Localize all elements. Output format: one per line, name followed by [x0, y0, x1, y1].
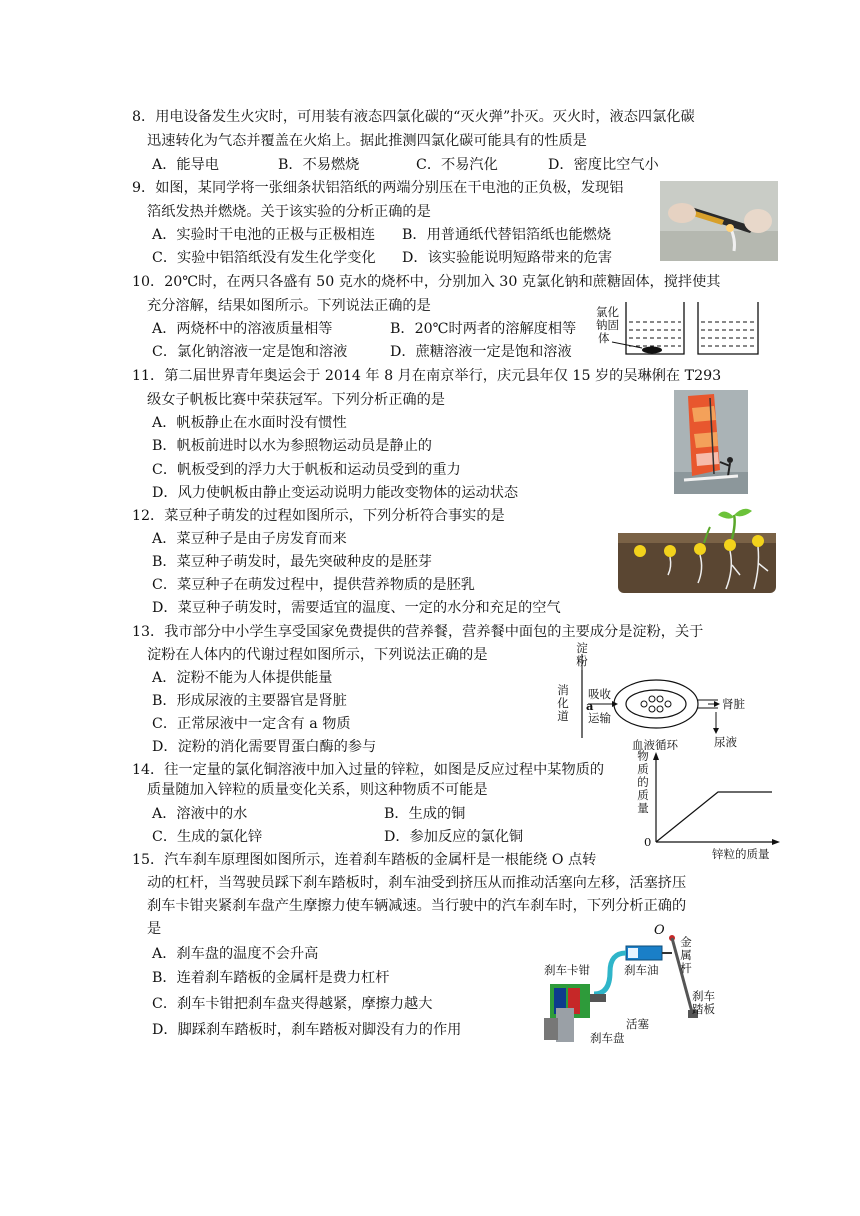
caliper-label: 刹车卡钳 [544, 963, 590, 977]
graph-ylabel-3: 的 [637, 775, 649, 789]
piston-label: 活塞 [626, 1017, 649, 1031]
q9-stem-line2: 箔纸发热并燃烧。关于该实验的分析正确的是 [147, 204, 431, 220]
substance-a-label: a [586, 699, 594, 713]
q9-option-d: D．该实验能说明短路带来的危害 [402, 250, 613, 266]
q10-option-a: A．两烧杯中的溶液质量相等 [152, 321, 333, 337]
starch-label-1: 淀 [576, 642, 588, 655]
q11-option-d: D．风力使帆板由静止变运动说明力能改变物体的运动状态 [152, 485, 519, 501]
q11-stem-line1: 11．第二届世界青年奥运会于 2014 年 8 月在南京举行，庆元县年仅 15 岁的吴琳俐在 T293 [132, 368, 722, 384]
q8-option-a: A．能导电 [152, 157, 219, 173]
tract-label-3: 道 [557, 709, 569, 723]
brake-oil-label: 刹车油 [624, 963, 659, 977]
q13-option-c: C．正常尿液中一定含有 a 物质 [152, 716, 351, 732]
q14-stem-line1: 14．往一定量的氯化铜溶液中加入过量的锌粒，如图是反应过程中某物质的 [132, 762, 605, 778]
graph-ylabel-1: 物 [637, 749, 649, 763]
q11-option-c: C．帆板受到的浮力大于帆板和运动员受到的重力 [152, 462, 461, 478]
pedal-label-2: 踏板 [692, 1002, 715, 1016]
graph-ylabel-5: 量 [637, 801, 649, 815]
urine-label: 尿液 [714, 735, 737, 749]
mass-graph [634, 748, 784, 864]
salt-label-3: 体 [598, 331, 610, 345]
q10-option-c: C．氯化钠溶液一定是饱和溶液 [152, 344, 348, 360]
q8-option-c: C．不易汽化 [416, 157, 498, 173]
q11-option-a: A．帆板静止在水面时没有惯性 [152, 415, 347, 431]
pivot-o-label: O [654, 923, 665, 938]
tract-label-2: 化 [557, 696, 569, 710]
pedal-label-1: 刹车 [692, 989, 715, 1003]
brake-diagram [540, 922, 730, 1046]
q14-option-a: A．溶液中的水 [152, 806, 248, 822]
q10-option-b: B．20℃时两者的溶解度相等 [390, 321, 577, 337]
q14-stem-line2: 质量随加入锌粒的质量变化关系，则这种物质不可能是 [147, 782, 488, 798]
salt-label-2: 钠固 [596, 318, 619, 332]
q9-option-a: A．实验时干电池的正极与正极相连 [152, 227, 376, 243]
q14-option-c: C．生成的氯化锌 [152, 829, 263, 845]
graph-ylabel-2: 质 [637, 762, 649, 776]
tract-label-1: 消 [557, 683, 569, 697]
q9-option-c: C．实验中铝箔纸没有发生化学变化 [152, 250, 376, 266]
q15-option-b: B．连着刹车踏板的金属杆是费力杠杆 [152, 970, 390, 986]
q8-option-d: D．密度比空气小 [548, 157, 659, 173]
q8-stem-line1: 8．用电设备发生火灾时，可用装有液态四氯化碳的“灭火弹”扑灭。灭火时，液态四氯化碳 [132, 109, 695, 125]
q15-stem-line1: 15．汽车刹车原理图如图所示，连着刹车踏板的金属杆是一根能绕 O 点转 [132, 852, 597, 868]
rod-label-1: 金 [680, 935, 692, 949]
q15-stem-line4: 是 [147, 921, 162, 937]
q11-stem-line2: 级女子帆板比赛中荣获冠军。下列分析正确的是 [147, 392, 445, 408]
q15-stem-line2: 动的杠杆，当驾驶员踩下刹车踏板时，刹车油受到挤压从而推动活塞向左移，活塞挤压 [147, 875, 687, 891]
q13-option-a: A．淀粉不能为人体提供能量 [152, 670, 333, 686]
absorb-label: 吸收 [588, 687, 611, 701]
blood-circulation-label: 血液循环 [632, 738, 678, 750]
q12-option-b: B．菜豆种子萌发时，最先突破种皮的是胚芽 [152, 554, 432, 570]
brake-disc-label: 刹车盘 [590, 1031, 625, 1045]
graph-xlabel: 锌粒的质量 [712, 847, 770, 861]
q12-option-a: A．菜豆种子是由子房发育而来 [152, 531, 347, 547]
beaker-figure [594, 298, 784, 360]
bean-germination-figure [618, 505, 776, 593]
q10-stem-line1: 10．20℃时，在两只各盛有 50 克水的烧杯中，分别加入 30 克氯化钠和蔗糖固体，搅拌使其 [132, 274, 721, 290]
salt-label-1: 氯化 [596, 305, 619, 319]
graph-origin-label: 0 [644, 835, 652, 849]
q13-stem-line2: 淀粉在人体内的代谢过程如图所示，下列说法正确的是 [147, 647, 488, 663]
q13-option-b: B．形成尿液的主要器官是肾脏 [152, 693, 347, 709]
kidney-label: 肾脏 [722, 697, 745, 711]
q15-option-d: D．脚踩刹车踏板时，刹车踏板对脚没有力的作用 [152, 1022, 462, 1038]
q8-option-b: B．不易燃烧 [278, 157, 360, 173]
q13-option-d: D．淀粉的消化需要胃蛋白酶的参与 [152, 739, 377, 755]
windsurf-photo [674, 390, 748, 494]
q9-stem-line1: 9．如图，某同学将一张细条状铝箔纸的两端分别压在干电池的正负极，发现铝 [132, 180, 624, 196]
q12-option-c: C．菜豆种子在萌发过程中，提供营养物质的是胚乳 [152, 577, 475, 593]
q15-option-c: C．刹车卡钳把刹车盘夹得越紧，摩擦力越大 [152, 996, 433, 1012]
q12-stem-line1: 12．菜豆种子萌发的过程如图所示，下列分析符合事实的是 [132, 508, 505, 524]
q13-stem-line1: 13．我市部分中小学生享受国家免费提供的营养餐，营养餐中面包的主要成分是淀粉，关于 [132, 624, 704, 640]
q15-stem-line3: 刹车卡钳夹紧刹车盘产生摩擦力使车辆减速。当行驶中的汽车刹车时，下列分析正确的 [147, 898, 687, 914]
q9-option-b: B．用普通纸代替铝箔纸也能燃烧 [402, 227, 612, 243]
transport-label: 运输 [588, 711, 611, 725]
starch-metabolism-diagram [554, 642, 784, 750]
q8-stem-line2: 迅速转化为气态并覆盖在火焰上。据此推测四氯化碳可能具有的性质是 [147, 133, 587, 149]
q15-option-a: A．刹车盘的温度不会升高 [152, 946, 319, 962]
q14-option-b: B．生成的铜 [384, 806, 466, 822]
rod-label-2: 属 [680, 948, 692, 962]
starch-label-2: 粉 [576, 654, 588, 668]
graph-ylabel-4: 质 [637, 788, 649, 802]
q10-stem-line2: 充分溶解，结果如图所示。下列说法正确的是 [147, 298, 431, 314]
battery-foil-photo [660, 181, 778, 261]
q11-option-b: B．帆板前进时以水为参照物运动员是静止的 [152, 438, 432, 454]
q14-option-d: D．参加反应的氯化铜 [384, 829, 524, 845]
q12-option-d: D．菜豆种子萌发时，需要适宜的温度、一定的水分和充足的空气 [152, 600, 561, 616]
rod-label-3: 杆 [680, 961, 692, 975]
q10-option-d: D．蔗糖溶液一定是饱和溶液 [390, 344, 572, 360]
